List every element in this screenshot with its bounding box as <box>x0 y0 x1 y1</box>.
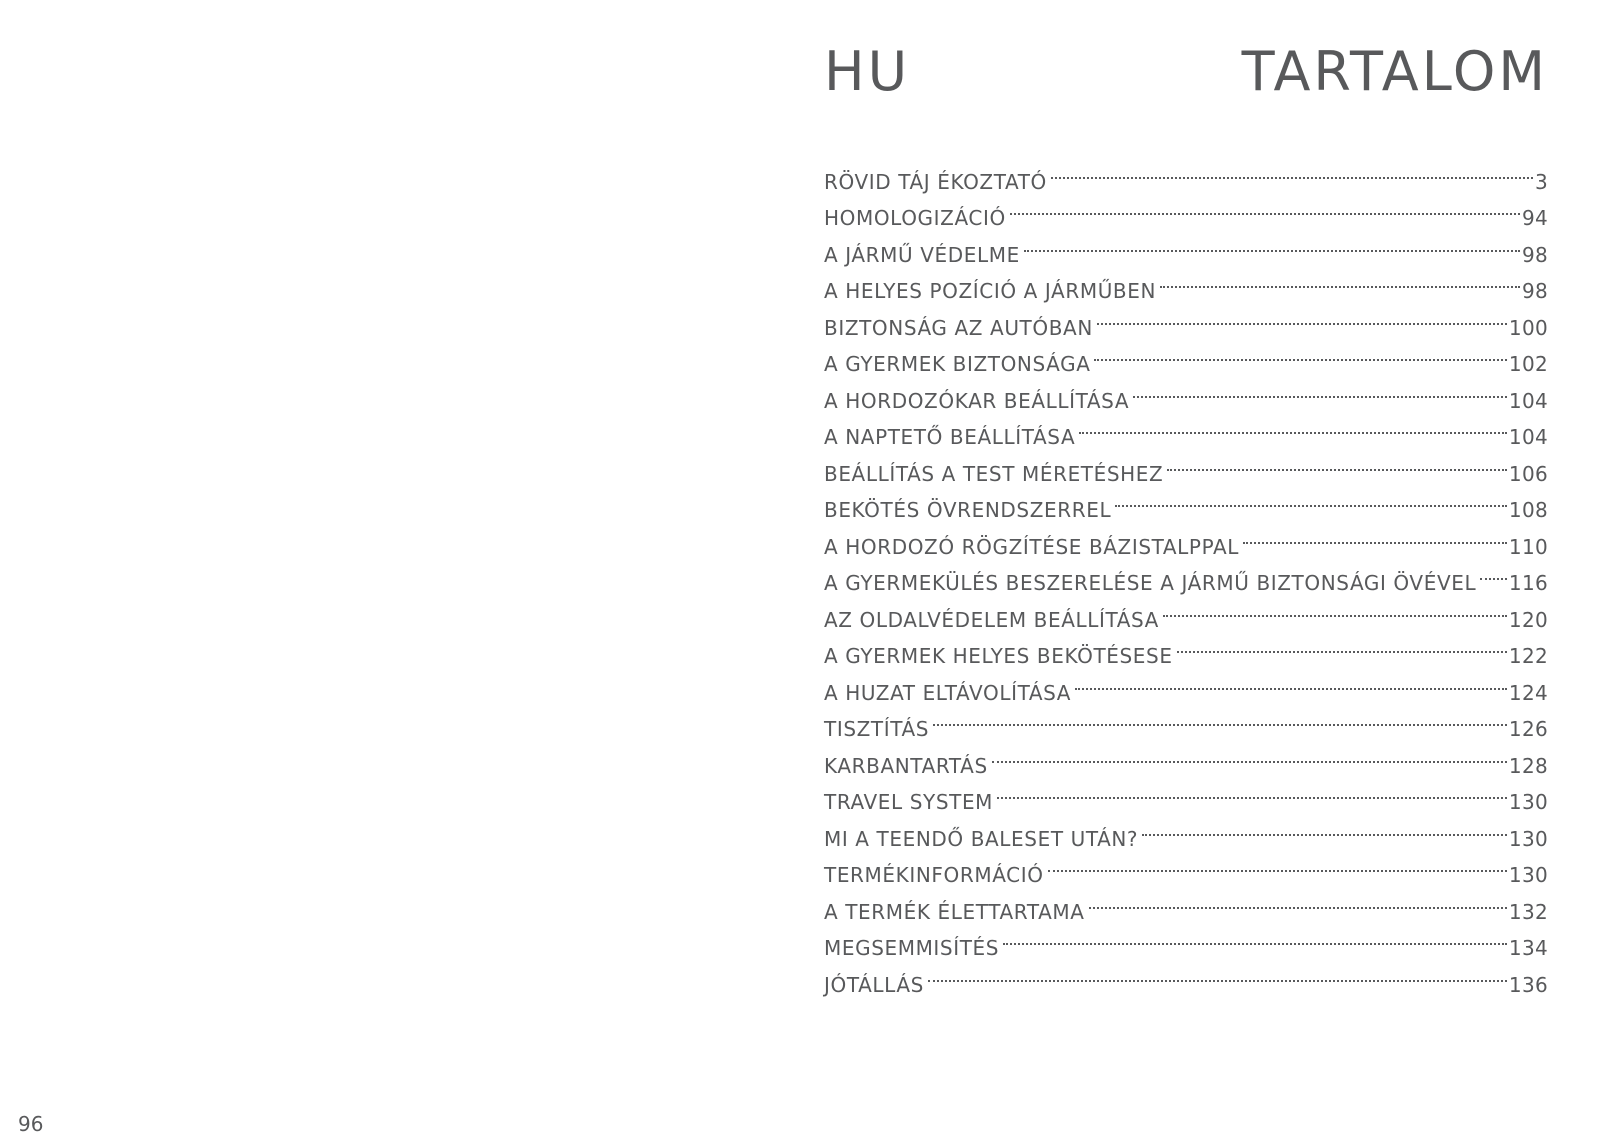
toc-dot-leader <box>1140 809 1507 846</box>
toc-entry-page: 98 <box>1521 279 1548 303</box>
toc-entry-label: RÖVID TÁJ ÉKOZTATÓ <box>824 169 1047 194</box>
toc-entry-label: KARBANTARTÁS <box>824 753 988 778</box>
table-of-contents <box>824 40 1548 997</box>
toc-entry-label: BEKÖTÉS ÖVRENDSZERREL <box>824 498 1112 522</box>
toc-entry-page: 106 <box>1508 461 1548 486</box>
toc-dot-leader <box>1049 152 1533 189</box>
toc-dot-leader <box>926 955 1507 992</box>
toc-entry-page: 3 <box>1534 169 1548 194</box>
toc-entry-page: 136 <box>1508 972 1548 997</box>
language-code: HU <box>824 40 911 103</box>
toc-dot-leader <box>1092 335 1506 372</box>
toc-entry-page: 132 <box>1508 899 1548 924</box>
toc-entry-label: MEGSEMMISÍTÉS <box>824 936 1000 960</box>
toc-entry <box>824 700 1548 741</box>
toc-dot-leader <box>1113 481 1507 518</box>
toc-entry-page: 124 <box>1508 680 1548 705</box>
toc-entry-label: MI A TEENDŐ BALESET UTÁN? <box>824 826 1139 851</box>
toc-entry-label: BEÁLLÍTÁS A TEST MÉRETÉSHEZ <box>824 461 1164 486</box>
toc-entry-page: 104 <box>1508 388 1548 413</box>
toc-dot-leader <box>1001 919 1507 956</box>
toc-entry-page: 130 <box>1508 826 1548 851</box>
toc-entry-page: 100 <box>1508 315 1548 340</box>
toc-entry-page: 120 <box>1508 607 1548 632</box>
page-number: 96 <box>18 1112 44 1136</box>
toc-entry-page: 126 <box>1508 717 1548 741</box>
toc-entry-label: A TERMÉK ÉLETTARTAMA <box>824 899 1085 924</box>
toc-dot-leader <box>1175 627 1507 664</box>
toc-dot-leader <box>1158 262 1520 299</box>
toc-header <box>824 40 1548 120</box>
toc-entry-page: 134 <box>1508 936 1548 960</box>
toc-entry-label: A HORDOZÓ RÖGZÍTÉSE BÁZISTALPPAL <box>824 534 1239 559</box>
toc-list <box>824 152 1548 997</box>
toc-dot-leader <box>990 736 1507 773</box>
toc-dot-leader <box>1478 554 1507 591</box>
toc-dot-leader <box>1046 846 1507 883</box>
toc-entry <box>824 152 1548 194</box>
toc-title: TARTALOM <box>1241 40 1548 103</box>
toc-entry-label: TERMÉKINFORMÁCIÓ <box>824 863 1044 887</box>
toc-dot-leader <box>931 700 1507 737</box>
toc-dot-leader <box>1131 371 1507 408</box>
toc-entry-label: A GYERMEKÜLÉS BESZERELÉSE A JÁRMŰ BIZTONSÁGI ÖVÉVEL <box>824 571 1477 595</box>
toc-entry-label: A HUZAT ELTÁVOLÍTÁSA <box>824 680 1072 705</box>
toc-entry-label: A NAPTETŐ BEÁLLÍTÁSA <box>824 425 1076 449</box>
toc-dot-leader <box>1077 408 1507 445</box>
toc-entry-label: A GYERMEK BIZTONSÁGA <box>824 352 1091 376</box>
toc-entry-label: AZ OLDALVÉDELEM BEÁLLÍTÁSA <box>824 607 1159 632</box>
toc-entry-label: TISZTÍTÁS <box>824 717 930 741</box>
toc-dot-leader <box>1008 189 1520 226</box>
toc-entry-page: 116 <box>1508 571 1548 595</box>
toc-entry <box>824 736 1548 778</box>
toc-dot-leader <box>1241 517 1507 554</box>
toc-entry-label: A GYERMEK HELYES BEKÖTÉSESE <box>824 644 1173 668</box>
toc-dot-leader <box>1165 444 1507 481</box>
toc-dot-leader <box>1087 882 1507 919</box>
toc-entry-page: 128 <box>1508 753 1548 778</box>
toc-entry-label: A JÁRMŰ VÉDELME <box>824 242 1020 267</box>
toc-entry-label: A HELYES POZÍCIÓ A JÁRMŰBEN <box>824 279 1157 303</box>
toc-dot-leader <box>1073 663 1507 700</box>
toc-entry-page: 122 <box>1508 644 1548 668</box>
toc-dot-leader <box>1161 590 1507 627</box>
toc-entry-label: HOMOLOGIZÁCIÓ <box>824 206 1006 230</box>
toc-entry-label: A HORDOZÓKAR BEÁLLÍTÁSA <box>824 388 1130 413</box>
toc-entry-page: 130 <box>1508 863 1548 887</box>
toc-entry-label: BIZTONSÁG AZ AUTÓBAN <box>824 315 1093 340</box>
toc-dot-leader <box>1095 298 1507 335</box>
toc-entry-page: 108 <box>1508 498 1548 522</box>
toc-dot-leader <box>1022 225 1520 262</box>
toc-entry-page: 98 <box>1521 242 1548 267</box>
toc-entry-page: 102 <box>1508 352 1548 376</box>
toc-entry-page: 110 <box>1508 534 1548 559</box>
toc-dot-leader <box>995 773 1507 810</box>
toc-entry-label: JÓTÁLLÁS <box>824 972 924 997</box>
toc-entry-page: 94 <box>1521 206 1548 230</box>
toc-entry-label: TRAVEL SYSTEM <box>824 790 994 814</box>
toc-entry-page: 130 <box>1508 790 1548 814</box>
toc-entry <box>824 955 1548 997</box>
toc-entry-page: 104 <box>1508 425 1548 449</box>
